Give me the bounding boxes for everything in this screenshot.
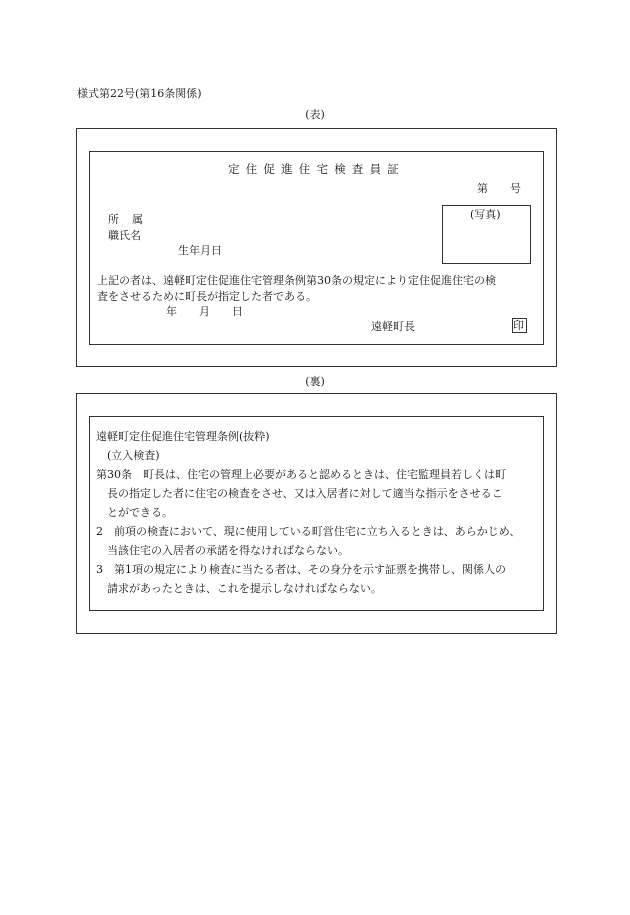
issue-date — [166, 306, 243, 317]
issue-date-day: 日 — [232, 305, 243, 318]
article-30-line-2: 長の指定した者に住宅の検査をさせ、又は入居者に対して適当な指示をさせるこ — [107, 487, 503, 500]
article-caption: (立入検査) — [107, 449, 160, 462]
paragraph-2-line-1: 2 前項の検査において、現に使用している町営住宅に立ち入るときは、あらかじめ、 — [96, 525, 521, 538]
issue-date-month: 月 — [199, 305, 210, 318]
certification-text-line-1: 上記の者は、遠軽町定住促進住宅管理条例第30条の規定により定住促進住宅の検 — [97, 274, 496, 287]
card-number-suffix: 号 — [510, 182, 521, 195]
photo-label: (写真) — [470, 208, 501, 221]
card-number — [477, 183, 521, 194]
article-30-line-3: とができる。 — [107, 506, 173, 519]
affiliation-char-1: 所 — [108, 213, 119, 226]
birth-date-label: 生年月日 — [178, 244, 222, 257]
paragraph-3-line-2: 請求があったときは、これを提示しなければならない。 — [107, 582, 382, 595]
card-number-prefix: 第 — [477, 182, 488, 195]
back-side-label: (裏) — [305, 375, 325, 388]
issuer-mayor: 遠軽町長 — [371, 320, 415, 333]
position-name-label: 職氏名 — [108, 229, 141, 242]
affiliation-char-2: 属 — [132, 213, 143, 226]
form-number: 様式第22号(第16条関係) — [77, 87, 202, 100]
issue-date-year: 年 — [166, 305, 177, 318]
article-30-line-1: 第30条 町長は、住宅の管理上必要があると認めるときは、住宅監理員若しくは町 — [96, 468, 506, 481]
ordinance-title: 遠軽町定住促進住宅管理条例(抜粋) — [96, 430, 270, 443]
certification-text-line-2: 査をさせるために町長が指定した者である。 — [97, 290, 317, 303]
affiliation-label — [108, 214, 143, 225]
seal-icon: 印 — [513, 319, 524, 332]
paragraph-2-line-2: 当該住宅の入居者の承諾を得なければならない。 — [107, 544, 349, 557]
card-title: 定住促進住宅検査員証 — [228, 162, 405, 176]
front-side-label: (表) — [305, 108, 325, 121]
paragraph-3-line-1: 3 第1項の規定により検査に当たる者は、その身分を示す証票を携帯し、関係人の — [96, 563, 506, 576]
